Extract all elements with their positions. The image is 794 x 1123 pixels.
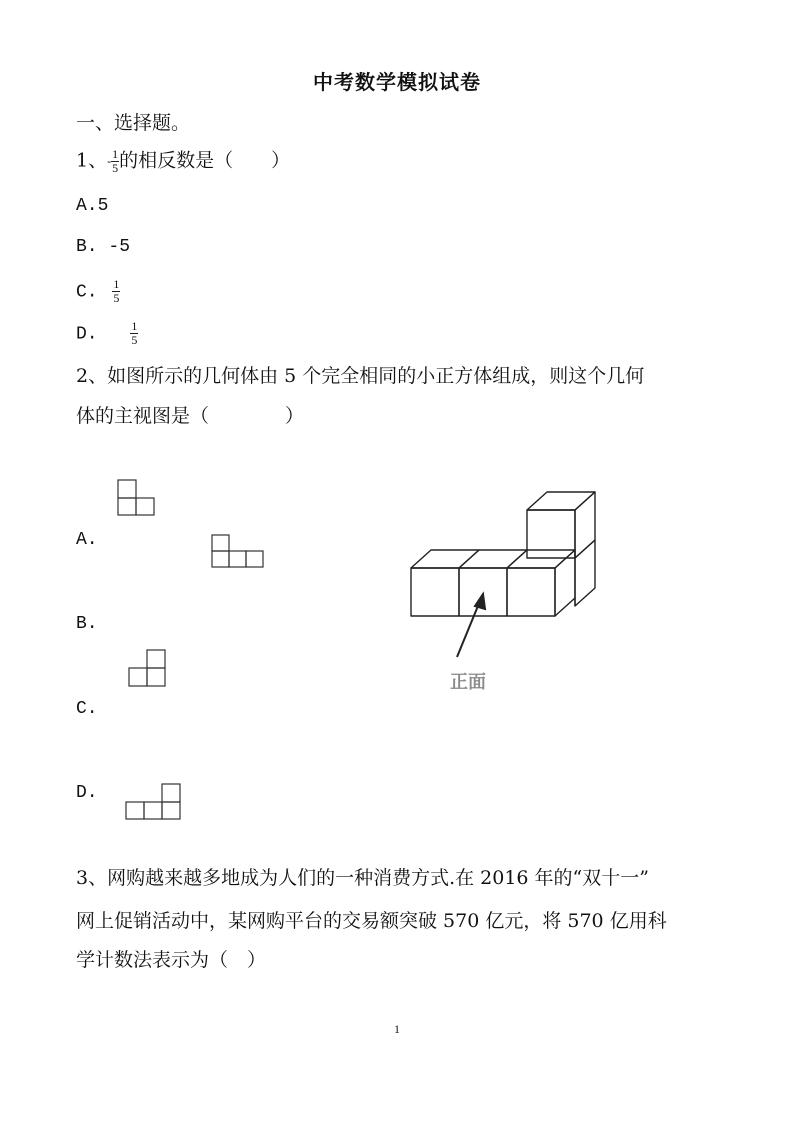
q2-line-2: 体的主视图是（ ）: [76, 405, 305, 427]
q1-neg-sign: -: [107, 154, 112, 169]
q3-line-2: 网上促销活动中，某网购平台的交易额突破 570 亿元，将 570 亿用科: [76, 910, 667, 932]
q2-option-c-figure: [127, 648, 169, 690]
section-heading: 一、选择题。: [76, 112, 191, 134]
q1-fraction: $\frac{1}{5}$: [112, 147, 119, 175]
front-label: 正面: [450, 672, 486, 693]
q1-option-c: C. $\frac{1}{5}$: [76, 277, 120, 305]
page-number: 1: [394, 1022, 400, 1036]
q1-option-a: A.5: [76, 196, 109, 216]
geometric-solid-figure: [405, 485, 605, 665]
q2-option-b-label: B.: [76, 614, 98, 634]
q1-prefix: 1、: [76, 149, 108, 172]
q2-option-a-label: A.: [76, 530, 98, 550]
q1-text: 的相反数是（ ）: [119, 149, 291, 172]
q1-option-d-fraction: $\frac{1}{5}$: [131, 319, 138, 347]
q2-line-1: 2、如图所示的几何体由 5 个完全相同的小正方体组成，则这个几何: [76, 365, 645, 387]
question-1: [76, 148, 290, 175]
q2-option-b-figure: [210, 533, 265, 569]
q1-option-d: D. $\frac{1}{5}$: [76, 319, 138, 347]
q2-option-d-figure: [123, 782, 183, 822]
page-title: 中考数学模拟试卷: [313, 70, 481, 94]
q3-line-3: 学计数法表示为（ ）: [76, 949, 267, 971]
q2-option-c-label: C.: [76, 699, 98, 719]
q2-option-a-figure: [115, 478, 157, 518]
q1-option-b: B. -5: [76, 237, 131, 257]
q1-option-c-fraction: $\frac{1}{5}$: [113, 277, 120, 305]
q2-option-d-label: D.: [76, 783, 98, 803]
q3-line-1: 3、网购越来越多地成为人们的一种消费方式.在 2016 年的“双十一”: [76, 867, 649, 889]
